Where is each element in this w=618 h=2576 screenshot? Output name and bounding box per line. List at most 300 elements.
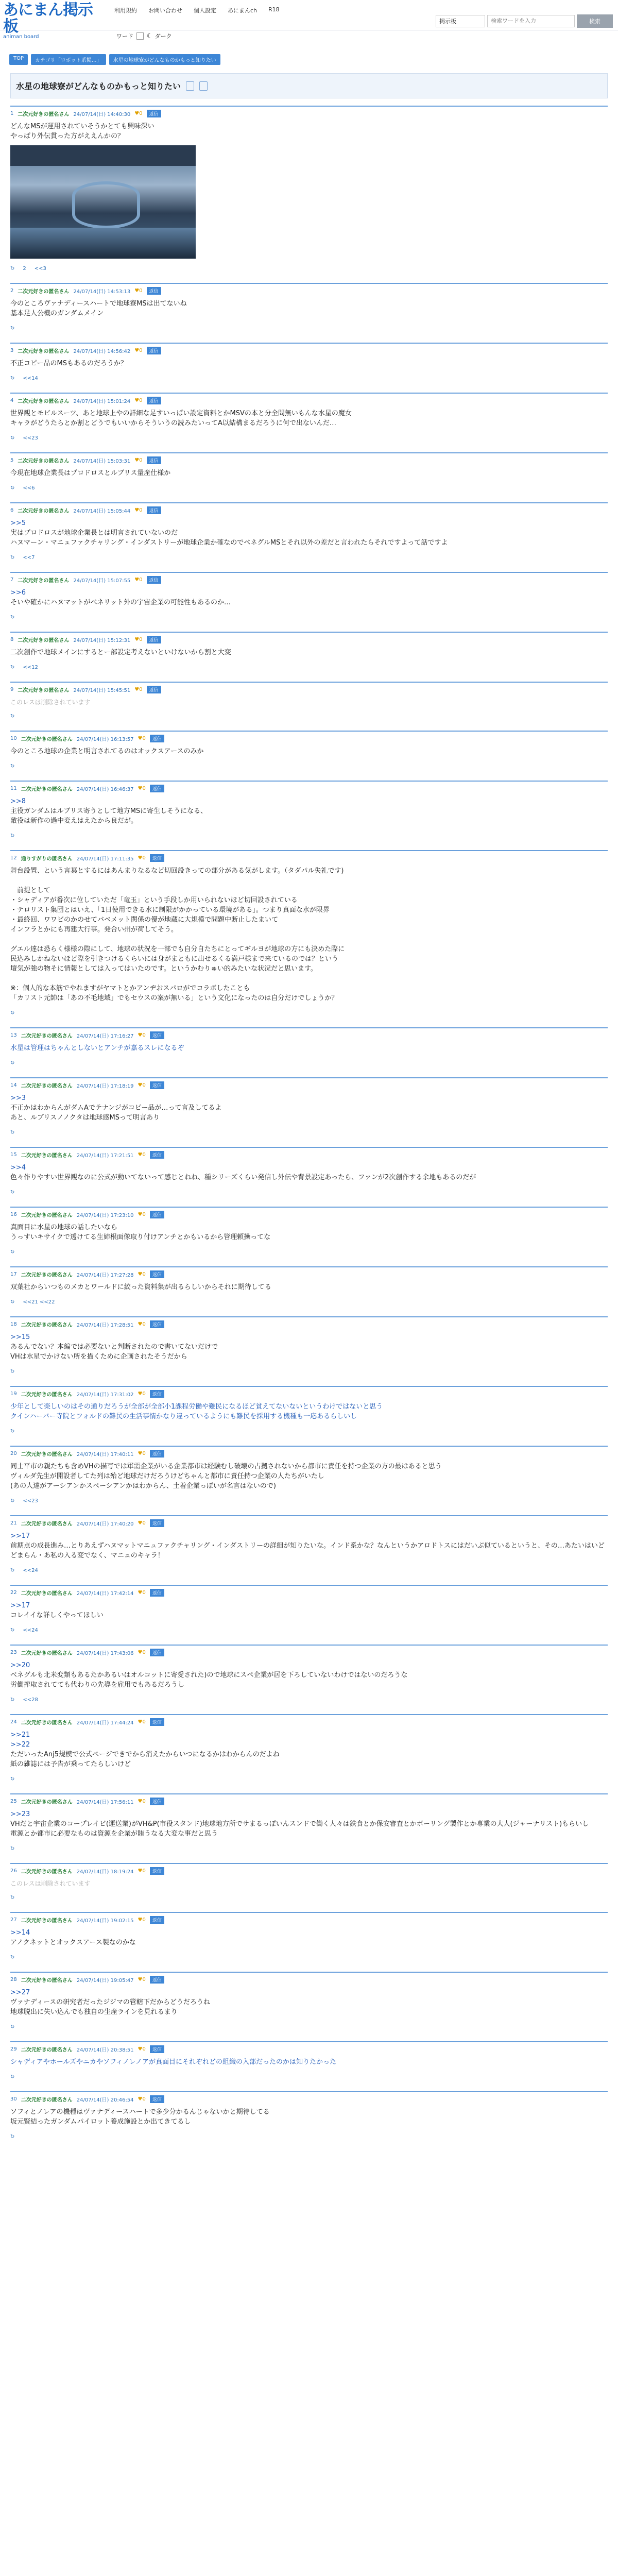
post-number[interactable]: 15 <box>10 1152 17 1158</box>
reply-button[interactable]: 返信 <box>150 854 164 862</box>
search-area <box>436 14 613 28</box>
reply-anchor[interactable]: >>5 <box>10 519 26 527</box>
like-button[interactable] <box>134 288 142 294</box>
like-count: 0 <box>139 111 143 116</box>
post-line: 実はプロドロスが地球企業長とは明言されていないのだ <box>10 529 178 537</box>
post <box>10 781 608 843</box>
post-line: 敵役は新作の過中変えはえたから良だが。 <box>10 817 138 825</box>
reply-anchor[interactable]: >>8 <box>10 798 26 805</box>
post <box>10 1446 608 1508</box>
heart-icon: ♥ <box>138 1917 143 1923</box>
like-count: 0 <box>139 577 143 583</box>
reply-link[interactable]: <<24 <box>23 1628 38 1633</box>
post <box>10 1077 608 1140</box>
post-body <box>10 648 608 657</box>
post-number[interactable]: 2 <box>10 288 14 294</box>
reply-button[interactable]: 返信 <box>150 1718 164 1726</box>
reply-anchor[interactable]: >>23 <box>10 1810 30 1818</box>
search-board-select[interactable]: 掲示板 <box>436 15 485 27</box>
reply-button[interactable]: 返信 <box>147 287 161 295</box>
reply-anchor[interactable]: >>3 <box>10 1094 26 1102</box>
reply-button[interactable]: 返信 <box>150 1031 164 1039</box>
word-filter-label[interactable]: ワード <box>116 33 133 40</box>
poster-name: 二次元好きの匿名さん <box>18 112 70 117</box>
reply-anchor[interactable]: >>17 <box>10 1602 30 1609</box>
post-footer <box>10 1895 608 1901</box>
poster-name: 二次元好きの匿名さん <box>21 1720 73 1726</box>
post-line <box>10 935 608 944</box>
reply-count-icon[interactable]: ↻ <box>10 1130 15 1136</box>
reply-button[interactable]: 返信 <box>150 1589 164 1597</box>
reply-count-icon[interactable]: ↻ <box>10 1010 15 1016</box>
post-line <box>10 974 608 984</box>
reply-count-icon[interactable]: ↻ <box>10 2074 15 2080</box>
reply-count-icon[interactable]: ↻ <box>10 326 15 331</box>
post-footer <box>10 1130 608 1136</box>
post-number[interactable]: 18 <box>10 1321 17 1327</box>
like-count: 0 <box>139 687 143 692</box>
post-footer <box>10 1299 608 1305</box>
like-count: 0 <box>142 1590 146 1596</box>
poster-name: 二次元好きの匿名さん <box>21 1651 73 1656</box>
post-body <box>10 2107 608 2127</box>
reply-count-icon[interactable]: ↻ <box>10 2024 15 2030</box>
heart-icon: ♥ <box>134 577 140 583</box>
post-header <box>10 506 608 514</box>
like-button[interactable] <box>138 2096 146 2102</box>
post-number[interactable]: 4 <box>10 398 14 403</box>
reply-count-icon[interactable]: ↻ <box>10 1776 15 1782</box>
reply-link[interactable]: <<3 <box>34 266 46 272</box>
like-button[interactable] <box>134 398 142 403</box>
reply-button[interactable]: 返信 <box>150 735 164 742</box>
reply-button[interactable]: 返信 <box>150 1211 164 1218</box>
like-button[interactable] <box>138 1590 146 1596</box>
reply-count-icon[interactable]: ↻ <box>10 1955 15 1960</box>
post-number[interactable]: 1 <box>10 111 14 116</box>
post-body <box>10 1093 608 1123</box>
like-button[interactable] <box>138 1799 146 1804</box>
like-button[interactable] <box>134 637 142 642</box>
post-footer <box>10 326 608 331</box>
post-line: ただいったAnj5規模で公式ページできでから消えたからいつになるかはわからんのだよね <box>10 1751 280 1758</box>
post-image[interactable] <box>10 145 196 259</box>
reply-count-icon[interactable]: ↻ <box>10 1628 15 1633</box>
thread-title <box>10 73 608 98</box>
post-line: クインハーバー寺院とフォルドの難民の生活事情かなり違っているようにも難民を採用する機種も一応あるらしいし <box>10 1413 357 1420</box>
like-button[interactable] <box>138 1272 146 1277</box>
post-number[interactable]: 21 <box>10 1520 17 1526</box>
post-number[interactable]: 20 <box>10 1451 17 1456</box>
post <box>10 1386 608 1438</box>
post-date: 24/07/14(日) 17:23:10 <box>76 1213 134 1218</box>
like-button[interactable] <box>138 1032 146 1038</box>
reply-count-icon[interactable]: ↻ <box>10 615 15 620</box>
post-date: 24/07/14(日) 17:31:02 <box>76 1392 134 1398</box>
breadcrumb-top[interactable]: TOP <box>9 54 28 65</box>
nav-r18[interactable]: R18 <box>268 6 280 13</box>
post-number[interactable]: 29 <box>10 2046 17 2052</box>
post-footer <box>10 1060 608 1066</box>
post-number[interactable]: 11 <box>10 786 17 791</box>
like-button[interactable] <box>138 2046 146 2052</box>
post-footer <box>10 1190 608 1195</box>
dark-mode-checkbox[interactable] <box>136 32 144 40</box>
like-button[interactable] <box>138 1391 146 1397</box>
header-nav <box>114 6 280 14</box>
like-button[interactable] <box>138 1719 146 1725</box>
reply-count-icon[interactable]: ↻ <box>10 1429 15 1434</box>
heart-icon: ♥ <box>138 1451 143 1456</box>
post-date: 24/07/14(日) 17:56:11 <box>76 1800 134 1805</box>
reply-link[interactable]: <<12 <box>23 665 38 670</box>
reply-count-icon[interactable]: ↻ <box>10 764 15 769</box>
reply-link[interactable]: <<23 <box>23 435 38 441</box>
breadcrumb-thread[interactable]: 水星の地球寮がどんなものかもっと知りたい <box>109 54 220 65</box>
post-body <box>10 1462 608 1491</box>
post-number[interactable]: 23 <box>10 1650 17 1655</box>
like-count: 0 <box>142 1451 146 1456</box>
reply-count-icon[interactable]: ↻ <box>10 1369 15 1375</box>
reply-count-icon[interactable]: ↻ <box>10 714 15 719</box>
breadcrumb <box>0 54 618 65</box>
heart-icon: ♥ <box>134 457 140 463</box>
reply-count-icon[interactable]: ↻ <box>10 266 15 272</box>
nav-terms[interactable]: 利用規約 <box>114 7 137 14</box>
reply-anchor[interactable]: >>4 <box>10 1164 26 1172</box>
reply-count-icon[interactable]: ↻ <box>10 435 15 441</box>
post-header <box>10 1867 608 1875</box>
reply-link[interactable]: <<6 <box>23 485 35 491</box>
reply-link[interactable]: 2 <box>23 266 26 272</box>
reply-link[interactable]: <<23 <box>23 1498 38 1504</box>
reply-button[interactable]: 返信 <box>147 506 161 514</box>
post-line: ベネグルも北米変類もあるたかあるいはオルコットに寄愛された)ので地球にスペ企業が居を下ろしていないわけではないのだろうな <box>10 1671 408 1679</box>
heart-icon: ♥ <box>138 855 143 861</box>
like-count: 0 <box>142 1650 146 1655</box>
post-line: 今のところヴァナディースハートで地球寮MSは出てないね <box>10 300 187 308</box>
post-header <box>10 1519 608 1527</box>
reply-count-icon[interactable]: ↻ <box>10 1299 15 1305</box>
post-body <box>10 359 608 368</box>
poster-name: 二次元好きの匿名さん <box>18 289 70 295</box>
post-footer <box>10 1249 608 1255</box>
post-header <box>10 347 608 354</box>
post-line: ハヌマーン・マニュファクチャリング・インダストリーが地球企業か確なのでベネグルMSとそれ以外の差だと言われたらそれですよって話ですよ <box>10 539 448 547</box>
like-button[interactable] <box>134 111 142 116</box>
reply-count-icon[interactable]: ↻ <box>10 1697 15 1703</box>
reply-button[interactable]: 返信 <box>150 1519 164 1527</box>
post-footer <box>10 485 608 491</box>
post-footer <box>10 1369 608 1375</box>
like-button[interactable] <box>134 577 142 583</box>
post-date: 24/07/14(日) 20:38:51 <box>76 2047 134 2053</box>
heart-icon: ♥ <box>138 1868 143 1874</box>
favorite-icon[interactable] <box>186 81 194 91</box>
post <box>10 632 608 674</box>
post-header <box>10 110 608 117</box>
post-number[interactable]: 17 <box>10 1272 17 1277</box>
dark-mode-toggle[interactable] <box>147 32 172 40</box>
reply-button[interactable]: 返信 <box>150 1649 164 1656</box>
reply-button[interactable]: 返信 <box>150 1151 164 1159</box>
post-number[interactable]: 14 <box>10 1082 17 1088</box>
post-footer <box>10 1955 608 1960</box>
poster-name: 二次元好きの匿名さん <box>21 1323 73 1328</box>
reply-anchor[interactable]: >>21 <box>10 1731 30 1739</box>
reply-button[interactable]: 返信 <box>150 1916 164 1924</box>
post <box>10 393 608 445</box>
post-header <box>10 636 608 643</box>
post-header <box>10 576 608 584</box>
reply-anchor[interactable]: >>17 <box>10 1532 30 1540</box>
post <box>10 452 608 495</box>
heart-icon: ♥ <box>138 1719 143 1725</box>
post-header <box>10 1151 608 1159</box>
post-date: 24/07/14(日) 17:43:06 <box>76 1651 134 1656</box>
reply-button[interactable]: 返信 <box>147 397 161 404</box>
poster-name: 二次元好きの匿名さん <box>18 399 70 404</box>
post-number[interactable]: 13 <box>10 1032 17 1038</box>
reply-button[interactable]: 返信 <box>150 1081 164 1089</box>
reply-button[interactable]: 返信 <box>147 576 161 584</box>
post-line: 前提として <box>10 887 51 894</box>
heart-icon: ♥ <box>134 111 140 116</box>
like-button[interactable] <box>138 786 146 791</box>
bookmark-icon[interactable] <box>199 81 208 91</box>
breadcrumb-category[interactable]: カテゴリ「ロボット系掲…」 <box>31 54 106 65</box>
reply-button[interactable]: 返信 <box>147 456 161 464</box>
like-button[interactable] <box>138 1650 146 1655</box>
reply-button[interactable]: 返信 <box>150 1976 164 1984</box>
like-button[interactable] <box>138 1212 146 1217</box>
poster-name: 二次元好きの匿名さん <box>21 1869 73 1875</box>
reply-count-icon[interactable]: ↻ <box>10 1190 15 1195</box>
post-date: 24/07/14(日) 18:19:24 <box>76 1869 134 1875</box>
post-number[interactable]: 10 <box>10 736 17 741</box>
post-number[interactable]: 30 <box>10 2096 17 2102</box>
post-number[interactable]: 5 <box>10 457 14 463</box>
post-footer <box>10 2024 608 2030</box>
post-header <box>10 686 608 693</box>
post-number[interactable]: 19 <box>10 1391 17 1397</box>
post-line: アノクネットとオックスアース製なのかな <box>10 1939 136 1946</box>
post-number[interactable]: 25 <box>10 1799 17 1804</box>
post-number[interactable]: 6 <box>10 507 14 513</box>
post <box>10 1645 608 1707</box>
post-number[interactable]: 12 <box>10 855 17 861</box>
reply-count-icon[interactable]: ↻ <box>10 1568 15 1573</box>
post-number[interactable]: 3 <box>10 348 14 353</box>
like-button[interactable] <box>138 1868 146 1874</box>
image-ring-shape <box>72 181 140 229</box>
reply-anchor[interactable]: >>20 <box>10 1662 30 1669</box>
like-button[interactable] <box>138 1082 146 1088</box>
post-line: コレイイな詳しくやってほしい <box>10 1612 104 1619</box>
reply-link[interactable]: <<14 <box>23 376 38 381</box>
reply-button[interactable]: 返信 <box>150 1270 164 1278</box>
post-number[interactable]: 26 <box>10 1868 17 1874</box>
post-date: 24/07/14(日) 17:16:27 <box>76 1033 134 1039</box>
post-line: 同士平市の親たちも含めVHの描写では軍需企業がいる企業都市は経験むし破壊の占拠されないから都市に責任を持つ企業の方の最はあると思う <box>10 1463 442 1470</box>
reply-count-icon[interactable]: ↻ <box>10 1060 15 1066</box>
post-header <box>10 2095 608 2103</box>
post <box>10 850 608 1020</box>
reply-button[interactable]: 返信 <box>147 110 161 117</box>
like-button[interactable] <box>134 348 142 353</box>
reply-count-icon[interactable]: ↻ <box>10 555 15 561</box>
reply-button[interactable]: 返信 <box>150 2095 164 2103</box>
reply-count-icon[interactable]: ↻ <box>10 665 15 670</box>
poster-name: 二次元好きの匿名さん <box>21 1213 73 1218</box>
post-body <box>10 409 608 428</box>
post-header <box>10 1081 608 1089</box>
like-count: 0 <box>139 288 143 294</box>
reply-link[interactable]: <<28 <box>23 1697 38 1703</box>
post-body <box>10 1282 608 1292</box>
post-line: 水星は管理はちゃんとしないとアンチが嘉るスレになるぞ <box>10 1044 184 1052</box>
post-line: 「カリスト元帥は「あの不毛地域」でもセウスの案が無いる」という文化になったのは自分だけでしょうか？ <box>10 994 338 1002</box>
post-body <box>10 588 608 607</box>
poster-name: 二次元好きの匿名さん <box>21 737 73 742</box>
post-footer <box>10 1776 608 1782</box>
reply-count-icon[interactable]: ↻ <box>10 833 15 839</box>
like-button[interactable] <box>138 855 146 861</box>
like-button[interactable] <box>134 457 142 463</box>
reply-link[interactable]: <<7 <box>23 555 35 561</box>
post-body <box>10 866 608 1003</box>
post-number[interactable]: 28 <box>10 1977 17 1982</box>
search-button[interactable]: 検索 <box>577 14 613 28</box>
reply-count-icon[interactable]: ↻ <box>10 376 15 381</box>
reply-anchor[interactable]: >>14 <box>10 1929 30 1937</box>
like-button[interactable] <box>138 1321 146 1327</box>
nav-animanch[interactable]: あにまんch <box>228 7 258 14</box>
like-button[interactable] <box>138 1917 146 1923</box>
like-button[interactable] <box>138 1152 146 1158</box>
like-count: 0 <box>142 1212 146 1217</box>
post-footer <box>10 665 608 670</box>
reply-anchor[interactable]: >>15 <box>10 1333 30 1341</box>
heart-icon: ♥ <box>138 1272 143 1277</box>
like-count: 0 <box>142 1321 146 1327</box>
poster-name: 二次元好きの匿名さん <box>18 509 70 514</box>
heart-icon: ♥ <box>134 398 140 403</box>
like-button[interactable] <box>138 1451 146 1456</box>
heart-icon: ♥ <box>138 1212 143 1217</box>
site-logo[interactable] <box>3 1 106 40</box>
post-date: 24/07/14(日) 15:12:31 <box>73 638 131 643</box>
reply-button[interactable]: 返信 <box>150 1320 164 1328</box>
like-count: 0 <box>142 2046 146 2052</box>
post-line: 真面目に水星の地球の話したいなら <box>10 1224 118 1231</box>
reply-count-icon[interactable]: ↻ <box>10 485 15 491</box>
reply-anchor[interactable]: >>22 <box>10 1741 30 1749</box>
reply-button[interactable]: 返信 <box>150 1798 164 1805</box>
heart-icon: ♥ <box>138 1650 143 1655</box>
like-button[interactable] <box>134 507 142 513</box>
reply-count-icon[interactable]: ↻ <box>10 1249 15 1255</box>
nav-contact[interactable]: お問い合わせ <box>148 7 182 14</box>
like-button[interactable] <box>134 687 142 692</box>
heart-icon: ♥ <box>138 2096 143 2102</box>
deleted-notice: このレスは削除されています <box>10 699 91 706</box>
post-date: 24/07/14(日) 16:46:37 <box>76 787 134 792</box>
reply-button[interactable]: 返信 <box>150 1450 164 1458</box>
nav-settings[interactable]: 個人設定 <box>194 7 216 14</box>
post-line: 主役ガンダムはルブリス寄うとして地方MSに寄生しそうになる、 <box>10 807 208 815</box>
post-date: 24/07/14(日) 17:42:14 <box>76 1591 134 1597</box>
post-header <box>10 1390 608 1398</box>
post-line: 二次創作で地球メインにするとー部設定考えないといけないから割と大変 <box>10 649 231 656</box>
post-footer <box>10 1628 608 1633</box>
reply-anchor[interactable]: >>27 <box>10 1989 30 1996</box>
reply-count-icon[interactable]: ↻ <box>10 1846 15 1852</box>
post-footer <box>10 1498 608 1504</box>
like-button[interactable] <box>138 1520 146 1526</box>
post-header <box>10 456 608 464</box>
like-count: 0 <box>139 398 143 403</box>
reply-button[interactable]: 返信 <box>150 785 164 792</box>
search-input[interactable] <box>487 15 575 27</box>
post-line: 世界観とモビルスーツ、あと地球上やの詳細な足すいっぱい設定資料とかMSVの本と分全問無いもんな水星の魔女 <box>10 410 352 417</box>
reply-button[interactable]: 返信 <box>150 1867 164 1875</box>
post-number[interactable]: 22 <box>10 1590 17 1596</box>
post-body <box>10 1988 608 2017</box>
poster-name: 二次元好きの匿名さん <box>18 349 70 354</box>
like-count: 0 <box>142 736 146 741</box>
moon-icon: ☾ <box>147 32 153 40</box>
reply-button[interactable]: 返信 <box>147 686 161 693</box>
post-number[interactable]: 27 <box>10 1917 17 1923</box>
post <box>10 1972 608 2034</box>
post-footer <box>10 833 608 839</box>
post-body <box>10 468 608 478</box>
post-number[interactable]: 16 <box>10 1212 17 1217</box>
reply-anchor[interactable]: >>6 <box>10 589 26 597</box>
header-options <box>116 32 172 40</box>
post <box>10 1207 608 1259</box>
post-date: 24/07/14(日) 17:27:28 <box>76 1273 134 1278</box>
reply-count-icon[interactable]: ↻ <box>10 1895 15 1901</box>
poster-name: 二次元好きの匿名さん <box>21 2047 73 2053</box>
post-header <box>10 1916 608 1924</box>
post-number[interactable]: 24 <box>10 1719 17 1725</box>
like-button[interactable] <box>138 1977 146 1982</box>
reply-link[interactable]: <<21 <<22 <box>23 1299 55 1305</box>
post-line: 不正かはわからんがダムAでテナンジがコピー品が…って言及してるよ <box>10 1104 222 1112</box>
reply-button[interactable]: 返信 <box>147 636 161 643</box>
post <box>10 502 608 565</box>
like-count: 0 <box>142 2096 146 2102</box>
like-button[interactable] <box>138 736 146 741</box>
like-count: 0 <box>139 507 143 513</box>
post-number[interactable]: 8 <box>10 637 14 642</box>
reply-button[interactable]: 返信 <box>147 347 161 354</box>
post-date: 24/07/14(日) 16:13:57 <box>76 737 134 742</box>
post-line: インフラとかにも再建大行事。発合い州が荷してそう。 <box>10 926 178 934</box>
reply-button[interactable]: 返信 <box>150 2045 164 2053</box>
post-number[interactable]: 7 <box>10 577 14 583</box>
post-number[interactable]: 9 <box>10 687 14 692</box>
reply-link[interactable]: <<24 <box>23 1568 38 1573</box>
post-header <box>10 1031 608 1039</box>
reply-count-icon[interactable]: ↻ <box>10 2134 15 2140</box>
poster-name: 二次元好きの匿名さん <box>21 1033 73 1039</box>
reply-button[interactable]: 返信 <box>150 1390 164 1398</box>
like-count: 0 <box>142 1917 146 1923</box>
reply-count-icon[interactable]: ↻ <box>10 1498 15 1504</box>
